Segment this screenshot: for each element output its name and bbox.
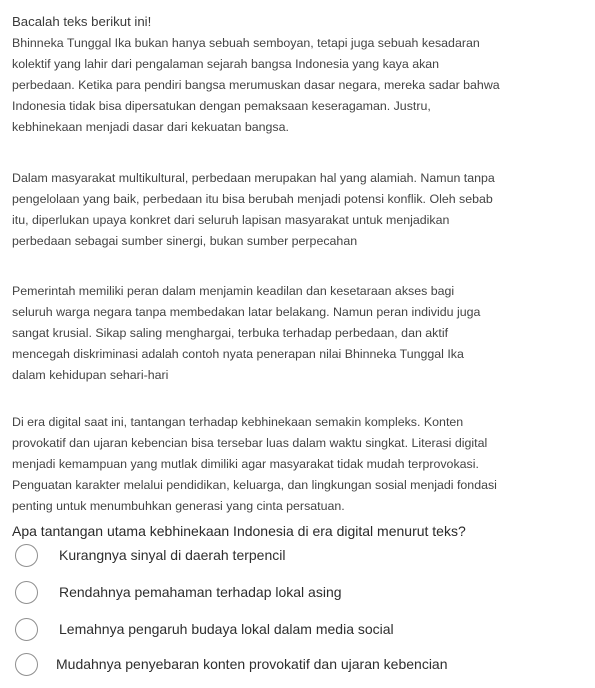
answer-option-label[interactable]: Kurangnya sinyal di daerah terpencil	[59, 547, 286, 563]
radio-button[interactable]	[15, 653, 38, 676]
paragraph-line: Dalam masyarakat multikultural, perbedaan merupakan hal yang alamiah. Namun tanpa	[12, 171, 495, 185]
reading-paragraph-4	[12, 412, 584, 517]
paragraph-line: Di era digital saat ini, tantangan terhadap kebhinekaan semakin kompleks. Konten	[12, 415, 464, 429]
paragraph-line: kolektif yang lahir dari pengalaman sejarah bangsa Indonesia yang kaya akan	[12, 57, 440, 71]
answer-option-label[interactable]: Rendahnya pemahaman terhadap lokal asing	[59, 584, 342, 600]
paragraph-line: seluruh warga negara tanpa membedakan latar belakang. Namun peran individu juga	[12, 305, 481, 319]
answer-option-3[interactable]	[15, 616, 394, 642]
answer-option-4[interactable]	[15, 651, 448, 677]
paragraph-line: pengelolaan yang baik, perbedaan itu bisa berubah menjadi potensi konflik. Oleh sebab	[12, 192, 493, 206]
reading-paragraph-2	[12, 168, 584, 252]
answer-option-label[interactable]: Lemahnya pengaruh budaya lokal dalam media social	[59, 621, 394, 637]
answer-option-2[interactable]	[15, 579, 342, 605]
radio-button[interactable]	[15, 581, 38, 604]
paragraph-line: penting untuk menumbuhkan generasi yang cinta persatuan.	[12, 499, 345, 513]
paragraph-line: itu, diperlukan upaya konkret dari seluruh lapisan masyarakat untuk menjadikan	[12, 213, 450, 227]
paragraph-line: mencegah diskriminasi adalah contoh nyata penerapan nilai Bhinneka Tunggal Ika	[12, 347, 464, 361]
paragraph-line: sangat krusial. Sikap saling menghargai, terbuka terhadap perbedaan, dan aktif	[12, 326, 449, 340]
answer-option-label[interactable]: Mudahnya penyebaran konten provokatif dan ujaran kebencian	[56, 656, 448, 672]
paragraph-line: menjadi kemampuan yang mutlak dimiliki agar masyarakat tidak mudah terprovokasi.	[12, 457, 479, 471]
paragraph-line: Bhinneka Tunggal Ika bukan hanya sebuah semboyan, tetapi juga sebuah kesadaran	[12, 36, 480, 50]
paragraph-line: perbedaan. Ketika para pendiri bangsa merumuskan dasar negara, mereka sadar bahwa	[12, 78, 500, 92]
paragraph-line: Indonesia tidak bisa dipersatukan dengan pemaksaan keseragaman. Justru,	[12, 99, 431, 113]
radio-button[interactable]	[15, 618, 38, 641]
paragraph-line: Penguatan karakter melalui pendidikan, keluarga, dan lingkungan sosial menjadi fondasi	[12, 478, 497, 492]
paragraph-line: dalam kehidupan sehari-hari	[12, 368, 169, 382]
reading-paragraph-1	[12, 33, 584, 138]
answer-option-1[interactable]	[15, 542, 285, 568]
paragraph-line: kebhinekaan menjadi dasar dari kekuatan bangsa.	[12, 120, 289, 134]
question-text: Apa tantangan utama kebhinekaan Indonesia di era digital menurut teks?	[12, 523, 466, 539]
paragraph-line: provokatif dan ujaran kebencian bisa tersebar luas dalam waktu singkat. Literasi digital	[12, 436, 488, 450]
reading-paragraph-3	[12, 281, 584, 386]
radio-button[interactable]	[15, 544, 38, 567]
paragraph-line: Pemerintah memiliki peran dalam menjamin keadilan dan kesetaraan akses bagi	[12, 284, 455, 298]
instruction-text: Bacalah teks berikut ini!	[12, 14, 152, 29]
paragraph-line: perbedaan sebagai sumber sinergi, bukan sumber perpecahan	[12, 234, 358, 248]
